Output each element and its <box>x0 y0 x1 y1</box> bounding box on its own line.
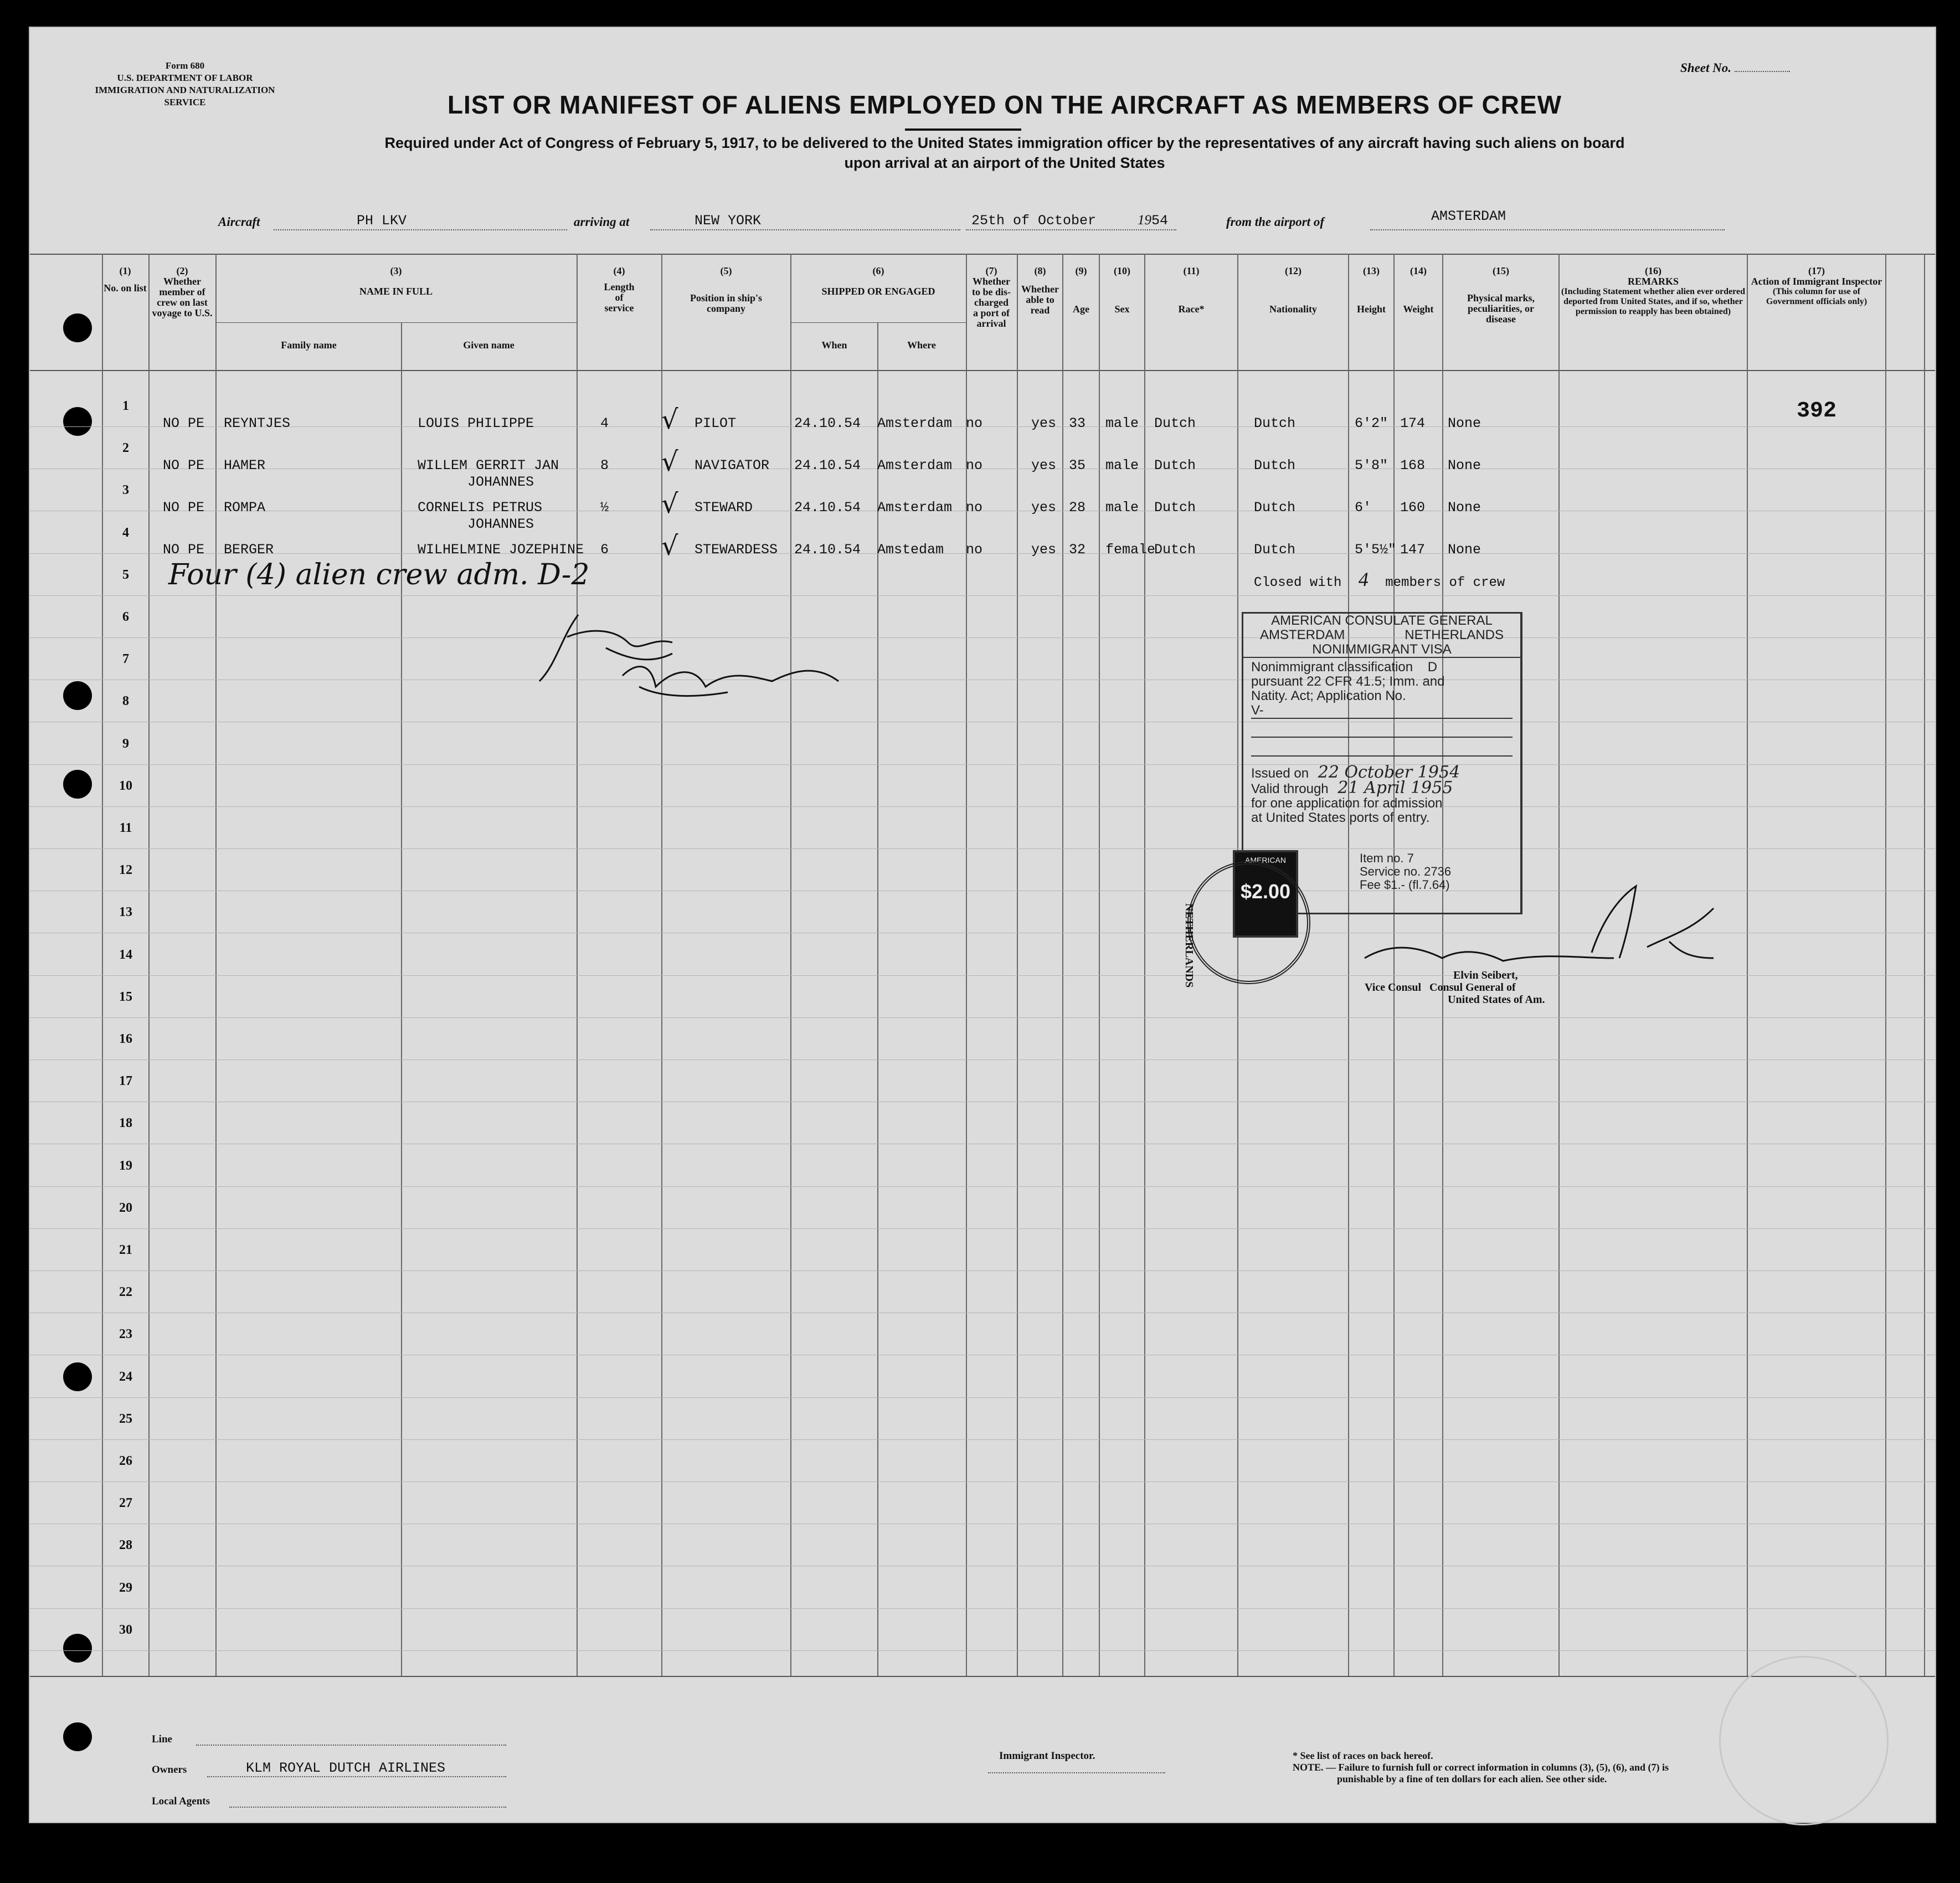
checkmark-icon: √ <box>661 488 678 519</box>
shipped-subheader-rule <box>790 322 966 323</box>
form-number: Form 680 <box>165 60 205 71</box>
crew-nationality: Dutch <box>1254 415 1296 431</box>
line-underline <box>196 1745 506 1746</box>
crew-read: yes <box>1031 415 1057 431</box>
table-top-rule <box>30 254 1935 255</box>
shipped-where-header: Where <box>907 339 936 351</box>
row-number: 18 <box>119 1116 132 1131</box>
crew-given: WILLEM GERRIT JAN <box>418 457 559 474</box>
department-block <box>85 60 285 109</box>
owners-label: Owners <box>152 1764 187 1776</box>
consulate-visa-stamp: AMERICAN CONSULATE GENERAL AMSTERDAM NETHERLANDS NONIMMIGRANT VISA Nonimmigrant classification D pursuant 22 CFR 41.5; Imm. and Natity. Act; Application No. V- Issued on 22 October 1954 Valid through 21 April 1955 for one application for admission at United States ports of entry. Item no. 7 Service no. 2736 Fee $1.- (fl.7.64) <box>1242 612 1522 914</box>
arrival-date: 25th of October <box>971 213 1097 229</box>
local-agents-label: Local Agents <box>152 1795 210 1807</box>
crew-sex: male <box>1105 415 1139 431</box>
col-header-12: (12) Nationality <box>1269 265 1317 315</box>
family-name-header: Family name <box>281 339 337 351</box>
row-number: 25 <box>119 1411 132 1426</box>
row-rule <box>30 1017 1935 1018</box>
row-number: 20 <box>119 1200 132 1215</box>
col-header-15: (15) Physical marks, peculiarities, or disease <box>1467 265 1535 325</box>
row-number: 11 <box>119 821 132 835</box>
crew-position: NAVIGATOR <box>695 457 770 474</box>
owners-value: KLM ROYAL DUTCH AIRLINES <box>246 1760 446 1776</box>
crew-age: 33 <box>1069 415 1086 431</box>
punch-hole <box>63 407 92 436</box>
crew-sex: female <box>1105 542 1156 558</box>
row-rule <box>30 595 1935 596</box>
handwritten-admission-note: Four (4) alien crew adm. D-2 <box>168 558 590 591</box>
checkmark-icon: √ <box>661 531 678 562</box>
arrival-year: 1954 <box>1138 213 1169 229</box>
row-rule <box>30 848 1935 849</box>
crew-last-voyage: NO PE <box>163 500 205 516</box>
crew-nationality: Dutch <box>1254 457 1296 474</box>
from-underline <box>1370 229 1725 230</box>
row-rule <box>30 1650 1935 1651</box>
row-number: 8 <box>122 694 129 709</box>
row-number: 3 <box>122 483 129 498</box>
crew-race: Dutch <box>1154 542 1196 558</box>
crew-service: 8 <box>600 457 609 474</box>
from-airport-label: from the airport of <box>1226 215 1324 229</box>
punch-hole <box>63 1362 92 1391</box>
crew-read: yes <box>1031 500 1057 516</box>
crew-age: 35 <box>1069 457 1086 474</box>
row-number: 7 <box>122 652 129 667</box>
col-header-13: (13) Height <box>1357 265 1386 315</box>
crew-service: 4 <box>600 415 609 431</box>
header-bottom-rule <box>30 370 1935 371</box>
row-rule <box>30 764 1935 765</box>
crew-when: 24.10.54 <box>794 415 861 431</box>
column-divider <box>577 254 578 1676</box>
owners-underline <box>207 1776 506 1777</box>
crew-nationality: Dutch <box>1254 542 1296 558</box>
row-rule <box>30 1186 1935 1187</box>
crew-family: REYNTJES <box>224 415 291 431</box>
row-rule <box>30 1397 1935 1398</box>
closing-line: Closed with 4 members of crew <box>1254 568 1505 590</box>
crew-marks: None <box>1448 457 1481 474</box>
manifest-page <box>29 27 1936 1823</box>
crew-height: 5'8" <box>1355 457 1388 474</box>
punch-hole <box>63 1722 92 1751</box>
col-header-7: (7) Whether to be dis-charged a port of arrival <box>971 265 1011 329</box>
crew-family: BERGER <box>224 542 274 558</box>
crew-discharged: no <box>966 500 983 516</box>
crew-sex: male <box>1105 500 1139 516</box>
col-header-11: (11) Race* <box>1178 265 1205 315</box>
column-divider <box>401 322 402 1676</box>
row-rule <box>30 1228 1935 1229</box>
row-number: 30 <box>119 1622 132 1637</box>
given-name-header: Given name <box>463 339 515 351</box>
col-header-14: (14) Weight <box>1403 265 1434 315</box>
crew-race: Dutch <box>1154 415 1196 431</box>
crew-family: ROMPA <box>224 500 266 516</box>
name-subheader-rule <box>215 322 577 323</box>
col-header-3: (3) NAME IN FULL <box>359 265 433 297</box>
col-header-5: (5) Position in ship's company <box>690 265 763 314</box>
crew-last-voyage: NO PE <box>163 415 205 431</box>
row-rule <box>30 1481 1935 1482</box>
crew-weight: 168 <box>1400 457 1426 474</box>
shipped-when-header: When <box>821 339 847 351</box>
punch-hole <box>63 313 92 342</box>
date-underline <box>966 229 1176 230</box>
row-rule <box>30 1059 1935 1060</box>
row-number: 22 <box>119 1285 132 1300</box>
row-number: 9 <box>122 736 129 751</box>
crew-marks: None <box>1448 542 1481 558</box>
col-header-10: (10) Sex <box>1114 265 1130 315</box>
crew-height: 5'5½" <box>1355 542 1397 558</box>
column-divider <box>790 254 791 1676</box>
row-number: 28 <box>119 1538 132 1553</box>
footer-note: * See list of races on back hereof. NOTE. — Failure to furnish full or correct information in columns (3), (5), (6), and (7) is punishable by a fine of ten dollars for each alien. See other side. <box>1293 1750 1669 1784</box>
crew-read: yes <box>1031 457 1057 474</box>
crew-given-cont: JOHANNES <box>467 474 534 490</box>
crew-height: 6'2" <box>1355 415 1388 431</box>
row-number: 12 <box>119 863 132 878</box>
crew-weight: 160 <box>1400 500 1426 516</box>
crew-position: PILOT <box>695 415 737 431</box>
crew-last-voyage: NO PE <box>163 542 205 558</box>
crew-where: Amsterdam <box>877 500 953 516</box>
crew-marks: None <box>1448 415 1481 431</box>
crew-discharged: no <box>966 542 983 558</box>
crew-when: 24.10.54 <box>794 542 861 558</box>
column-divider <box>1099 254 1100 1676</box>
column-divider <box>877 322 878 1676</box>
immigrant-inspector-label: Immigrant Inspector. <box>999 1750 1095 1762</box>
col-header-16: (16) REMARKS (Including Statement whether alien ever ordered deported from United States, and if so, whether permission to reapply has been obtained) <box>1561 265 1745 316</box>
row-number: 23 <box>119 1327 132 1342</box>
embossed-seal <box>1719 1656 1889 1825</box>
punch-hole <box>63 1634 92 1663</box>
agents-underline <box>229 1807 506 1808</box>
crew-where: Amsterdam <box>877 415 953 431</box>
crew-age: 28 <box>1069 500 1086 516</box>
crew-last-voyage: NO PE <box>163 457 205 474</box>
sheet-number-label: Sheet No. <box>1680 61 1790 75</box>
crew-when: 24.10.54 <box>794 457 861 474</box>
row-rule <box>30 806 1935 807</box>
row-number: 10 <box>119 778 132 793</box>
aircraft-label: Aircraft <box>218 215 260 229</box>
arriving-label: arriving at <box>574 215 630 229</box>
page-title: LIST OR MANIFEST OF ALIENS EMPLOYED ON THE AIRCRAFT AS MEMBERS OF CREW <box>447 90 1562 119</box>
crew-discharged: no <box>966 457 983 474</box>
inspector-signature-line <box>988 1772 1165 1773</box>
crew-weight: 147 <box>1400 542 1426 558</box>
row-rule <box>30 1270 1935 1271</box>
service-name: IMMIGRATION AND NATURALIZATION SERVICE <box>95 85 275 107</box>
crew-family: HAMER <box>224 457 266 474</box>
row-number: 27 <box>119 1496 132 1511</box>
row-number: 17 <box>119 1074 132 1089</box>
crew-race: Dutch <box>1154 457 1196 474</box>
page-subtitle: Required under Act of Congress of February 5, 1917, to be delivered to the United States immigration officer by the representatives of any aircraft having such aliens on board upon arrival at an airport of the United States <box>384 135 1625 171</box>
col-header-2: (2) Whether member of crew on last voyage to U.S. <box>152 265 213 318</box>
col-header-4: (4) Length of service <box>604 265 635 313</box>
crew-read: yes <box>1031 542 1057 558</box>
arriving-value: NEW YORK <box>695 213 762 229</box>
column-divider <box>1924 254 1925 1676</box>
row-number: 26 <box>119 1454 132 1468</box>
crew-where: Amstedam <box>877 542 944 558</box>
row-number: 24 <box>119 1369 132 1384</box>
col-header-8: (8) Whether able to read <box>1021 265 1059 316</box>
punch-hole <box>63 681 92 710</box>
from-airport-value: AMSTERDAM <box>1431 208 1506 224</box>
column-divider <box>1348 254 1349 1676</box>
row-number: 4 <box>122 525 129 540</box>
crew-given: CORNELIS PETRUS <box>418 500 543 516</box>
crew-height: 6' <box>1355 500 1372 516</box>
column-divider <box>148 254 150 1676</box>
crew-position: STEWARDESS <box>695 542 778 558</box>
checkmark-icon: √ <box>661 446 678 477</box>
crew-where: Amsterdam <box>877 457 953 474</box>
aircraft-underline <box>274 229 567 230</box>
crew-age: 32 <box>1069 542 1086 558</box>
column-divider <box>1017 254 1018 1676</box>
row-number: 16 <box>119 1032 132 1046</box>
row-rule <box>30 637 1935 638</box>
aircraft-value: PH LKV <box>357 213 407 229</box>
consular-seal: NETHERLANDS <box>1187 861 1310 984</box>
col-header-1: (1) No. on list <box>104 265 147 294</box>
row-number: 5 <box>122 567 129 582</box>
crew-service: ½ <box>600 500 609 516</box>
crew-race: Dutch <box>1154 500 1196 516</box>
line-label: Line <box>152 1733 172 1745</box>
crew-service: 6 <box>600 542 609 558</box>
row-number: 13 <box>119 905 132 920</box>
inspector-signature <box>528 604 916 714</box>
table-bottom-rule <box>30 1676 1935 1677</box>
column-divider <box>215 254 217 1676</box>
col-header-9: (9) Age <box>1073 265 1089 315</box>
row-number: 15 <box>119 989 132 1004</box>
row-number: 6 <box>122 610 129 624</box>
col-header-17: (17) Action of Immigrant Inspector (This column for use of Government officials only) <box>1751 265 1882 306</box>
punch-hole <box>63 770 92 799</box>
row-number: 29 <box>119 1580 132 1595</box>
checkmark-icon: √ <box>661 404 678 435</box>
column-divider <box>1062 254 1063 1676</box>
crew-nationality: Dutch <box>1254 500 1296 516</box>
crew-sex: male <box>1105 457 1139 474</box>
department-name: U.S. DEPARTMENT OF LABOR <box>117 73 253 83</box>
arriving-underline <box>650 229 960 230</box>
col-header-6: (6) SHIPPED OR ENGAGED <box>821 265 935 297</box>
row-number: 21 <box>119 1243 132 1257</box>
row-number: 1 <box>122 399 129 413</box>
crew-given: LOUIS PHILIPPE <box>418 415 534 431</box>
crew-discharged: no <box>966 415 983 431</box>
row-number: 19 <box>119 1158 132 1173</box>
crew-position: STEWARD <box>695 500 753 516</box>
crew-given-cont: JOHANNES <box>467 516 534 532</box>
row-rule <box>30 1439 1935 1440</box>
row-number: 2 <box>122 441 129 456</box>
column-divider <box>1885 254 1886 1676</box>
column-divider <box>102 254 103 1676</box>
column-divider <box>1144 254 1145 1676</box>
fee-revenue-stamp: AMERICAN $2.00 <box>1233 850 1298 938</box>
row-rule <box>30 1608 1935 1609</box>
crew-when: 24.10.54 <box>794 500 861 516</box>
row-number: 14 <box>119 947 132 962</box>
crew-weight: 174 <box>1400 415 1426 431</box>
crew-given: WILHELMINE JOZEPHINE <box>418 542 584 558</box>
crew-marks: None <box>1448 500 1481 516</box>
title-rule <box>905 128 1021 131</box>
consul-signature-block: Elvin Seibert, Vice Consul Consul General of United States of Am. <box>1365 969 1545 1006</box>
inspector-action-number: 392 <box>1797 399 1837 424</box>
column-divider <box>1747 254 1748 1676</box>
